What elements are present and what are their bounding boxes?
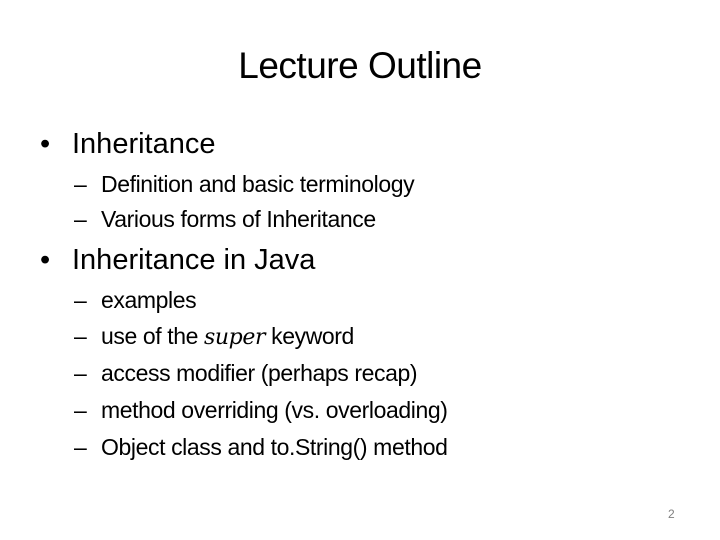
dash-symbol: – xyxy=(74,360,87,386)
bullet-label: Inheritance xyxy=(72,128,216,160)
super-keyword: super xyxy=(204,325,266,350)
bullet-symbol: • xyxy=(40,244,51,276)
dash-symbol: – xyxy=(74,397,87,423)
sub-bullet-label: access modifier (perhaps recap) xyxy=(101,360,418,386)
bullet-item-inheritance xyxy=(40,127,216,161)
sub-bullet-item xyxy=(74,170,414,198)
sub-bullet-label-after: keyword xyxy=(265,323,354,349)
sub-bullet-label: Object class and to.String() method xyxy=(101,434,448,460)
dash-symbol: – xyxy=(74,323,87,349)
dash-symbol: – xyxy=(74,434,87,460)
sub-bullet-item xyxy=(74,286,196,314)
sub-bullet-item xyxy=(74,433,448,461)
sub-bullet-item xyxy=(74,205,376,233)
dash-symbol: – xyxy=(74,206,87,232)
dash-symbol: – xyxy=(74,287,87,313)
sub-bullet-label: Various forms of Inheritance xyxy=(101,206,376,232)
slide-title: Lecture Outline xyxy=(238,45,482,86)
bullet-item-inheritance-in-java xyxy=(40,243,315,277)
sub-bullet-label: Definition and basic terminology xyxy=(101,171,415,197)
sub-bullet-item xyxy=(74,396,448,424)
sub-bullet-label: method overriding (vs. overloading) xyxy=(101,397,448,423)
bullet-symbol: • xyxy=(40,128,51,160)
sub-bullet-label: examples xyxy=(101,287,197,313)
bullet-label: Inheritance in Java xyxy=(72,244,316,276)
sub-bullet-item xyxy=(74,359,417,387)
page-number: 2 xyxy=(668,507,675,521)
dash-symbol: – xyxy=(74,171,87,197)
sub-bullet-label-before: use of the xyxy=(101,323,205,349)
sub-bullet-item xyxy=(74,322,354,352)
